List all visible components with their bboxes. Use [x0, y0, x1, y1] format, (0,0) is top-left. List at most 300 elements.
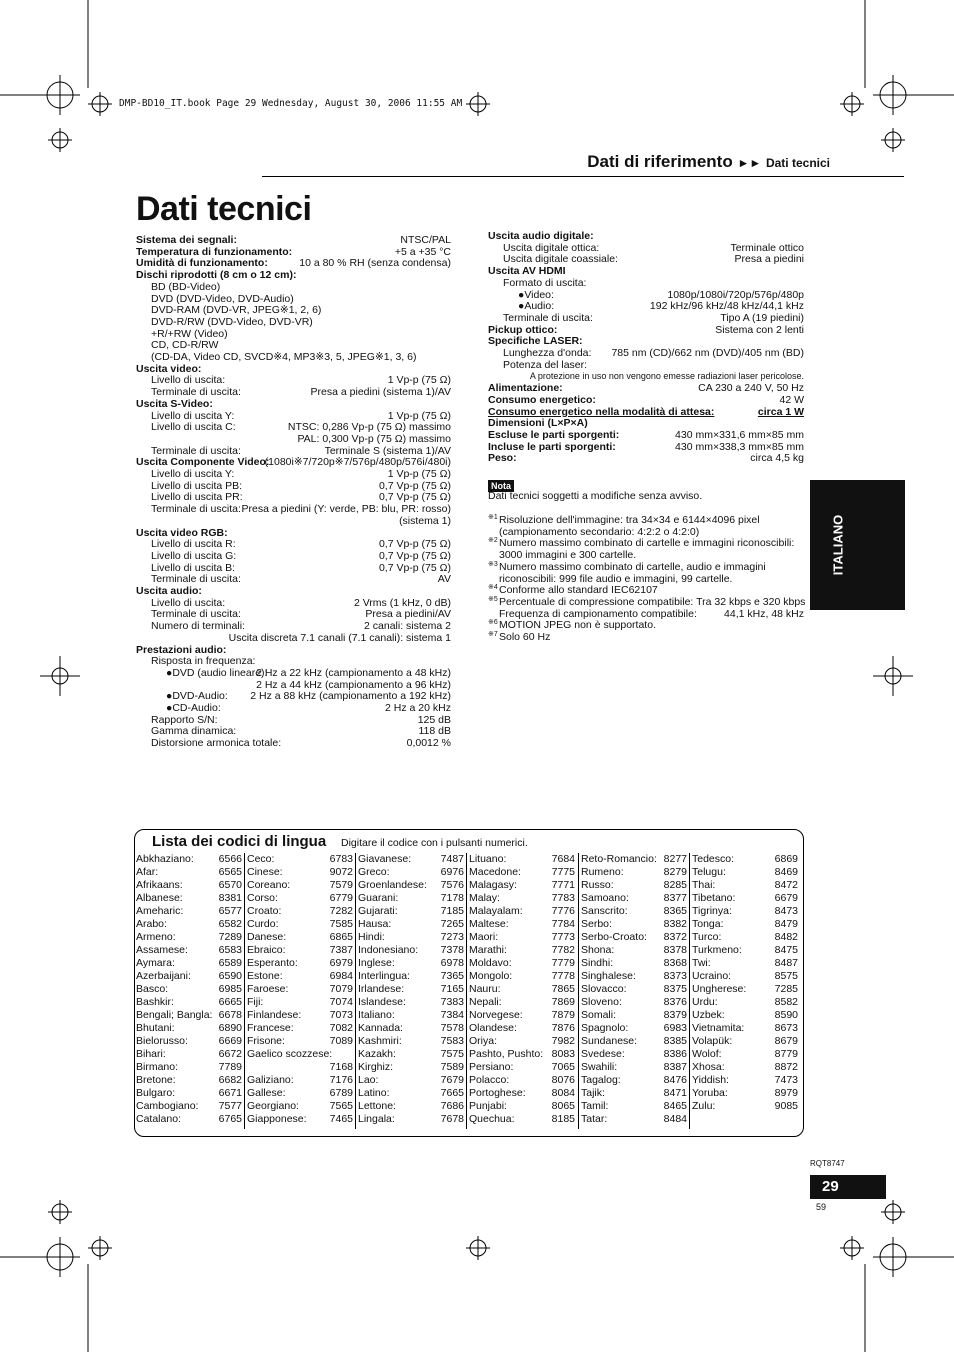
footnote-row	[488, 619, 804, 631]
right-spec-row	[488, 382, 804, 394]
right-spec-value: circa 4,5 kg	[750, 452, 804, 465]
language-entry	[247, 970, 353, 983]
language-code: 8484	[663, 1113, 687, 1125]
left-spec-row	[136, 363, 451, 375]
language-name: Tajik:	[581, 1087, 605, 1099]
right-spec-row	[488, 265, 804, 277]
language-name: Maori:	[469, 931, 499, 943]
language-entry	[247, 1113, 353, 1126]
language-name: Bashkir:	[136, 996, 174, 1008]
left-spec-label: Prestazioni audio:	[136, 643, 227, 656]
right-spec-label: Uscita audio digitale:	[488, 230, 594, 242]
language-entry	[581, 1074, 687, 1087]
language-entry	[469, 1113, 575, 1126]
left-spec-label: Dischi riprodotti (8 cm o 12 cm):	[136, 269, 297, 282]
language-code: 8475	[774, 944, 798, 956]
language-column	[247, 853, 353, 1126]
language-entry	[692, 905, 798, 918]
language-code: 8285	[663, 879, 687, 891]
right-spec-label: Uscita AV HDMI	[488, 265, 566, 278]
left-spec-row	[136, 562, 451, 574]
language-entry	[469, 1100, 575, 1113]
language-code: 8872	[774, 1061, 798, 1073]
right-spec-label: Terminale di uscita:	[503, 311, 593, 324]
language-entry	[469, 944, 575, 957]
right-spec-label: Consumo energetico:	[488, 393, 596, 406]
language-entry	[358, 970, 464, 983]
footnote-value: 44,1 kHz, 48 kHz	[724, 607, 804, 620]
language-code: 7773	[551, 931, 575, 943]
language-code: 7185	[440, 905, 464, 917]
language-code: 7082	[329, 1022, 353, 1034]
language-entry	[247, 1074, 353, 1087]
footnote-text: Percentuale di compressione compatibile: Tra 32 kbps e 320 kbps	[499, 595, 806, 608]
language-name: Gaelico scozzese:	[247, 1048, 333, 1060]
language-entry	[581, 1035, 687, 1048]
language-name: Kazakh:	[358, 1048, 396, 1060]
language-name: Thai:	[692, 879, 716, 891]
language-entry	[247, 918, 353, 931]
language-code: 7487	[440, 853, 464, 865]
language-code: 7576	[440, 879, 464, 891]
language-entry	[358, 1022, 464, 1035]
left-spec-row	[136, 620, 451, 632]
language-code: 8375	[663, 983, 687, 995]
language-name: Ameharic:	[136, 905, 184, 917]
language-name: Hindi:	[358, 931, 385, 943]
left-spec-label: Terminale di uscita:	[151, 444, 241, 457]
language-entry	[581, 1009, 687, 1022]
language-entry	[358, 1048, 464, 1061]
left-spec-label: Risposta in frequenza:	[151, 655, 256, 668]
language-code: 8076	[551, 1074, 575, 1086]
language-code: 6890	[218, 1022, 242, 1034]
left-spec-label: Terminale di uscita:	[151, 608, 241, 621]
language-code: 7565	[329, 1100, 353, 1112]
left-spec-value: +5 a +35 °C	[394, 245, 451, 258]
language-code: 6570	[218, 879, 242, 891]
language-code: 8575	[774, 970, 798, 982]
left-spec-value: 10 a 80 % RH (senza condensa)	[299, 257, 451, 270]
language-name: Serbo:	[581, 918, 612, 930]
language-code: 8590	[774, 1009, 798, 1021]
footnote-text: Solo 60 Hz	[499, 631, 551, 643]
language-code: 7776	[551, 905, 575, 917]
right-spec-label: Peso:	[488, 452, 517, 465]
language-name: Marathi:	[469, 944, 507, 956]
language-name: Tonga:	[692, 918, 724, 930]
language-name: Punjabi:	[469, 1100, 507, 1112]
language-code: 6672	[218, 1048, 242, 1060]
language-code: 8385	[663, 1035, 687, 1047]
right-spec-value: Tipo A (19 piedini)	[720, 311, 804, 324]
language-name: Afrikaans:	[136, 879, 183, 891]
page-title: Dati tecnici	[136, 190, 312, 228]
language-entry	[469, 1022, 575, 1035]
language-name: Kirghiz:	[358, 1061, 394, 1073]
language-code: 8277	[663, 853, 687, 865]
language-entry	[358, 918, 464, 931]
language-entry	[358, 1061, 464, 1074]
footnote-marker: ※7	[488, 631, 498, 638]
language-name: Sindhi:	[581, 957, 614, 969]
language-entry	[469, 892, 575, 905]
language-code: 8469	[774, 866, 798, 878]
left-spec-value: Terminale S (sistema 1)/AV	[324, 444, 451, 457]
language-entry	[136, 996, 242, 1009]
language-entry	[469, 957, 575, 970]
right-spec-value: 1080p/1080i/720p/576p/480p	[667, 288, 804, 301]
language-entry	[136, 1035, 242, 1048]
footnote-row	[488, 561, 804, 573]
language-entry	[247, 892, 353, 905]
left-spec-row	[136, 468, 451, 480]
left-spec-label: (CD-DA, Video CD, SVCD※4, MP3※3, 5, JPEG※1, 3, 6)	[151, 351, 417, 363]
language-code: 6976	[440, 866, 464, 878]
footnote-marker: ※1	[488, 514, 498, 521]
language-name: Portoghese:	[469, 1087, 526, 1099]
language-name: Curdo:	[247, 918, 279, 930]
language-name: Russo:	[581, 879, 614, 891]
language-code: 8376	[663, 996, 687, 1008]
left-spec-row	[136, 281, 451, 293]
language-code: 8472	[774, 879, 798, 891]
left-spec-label: Livello di uscita Y:	[151, 409, 235, 422]
left-spec-row	[136, 538, 451, 550]
left-spec-value: 0,0012 %	[406, 737, 451, 750]
language-entry	[581, 1022, 687, 1035]
language-name: Lettone:	[358, 1100, 396, 1112]
language-code: 8382	[663, 918, 687, 930]
language-entry	[247, 1035, 353, 1048]
language-code: 7378	[440, 944, 464, 956]
language-name: Malayalam:	[469, 905, 523, 917]
language-name: Lao:	[358, 1074, 379, 1086]
language-name: Malagasy:	[469, 879, 517, 891]
language-name: Zulu:	[692, 1100, 716, 1112]
left-spec-label: Uscita S-Video:	[136, 397, 213, 410]
language-entry	[358, 1074, 464, 1087]
language-name: Gallese:	[247, 1087, 286, 1099]
language-entry	[136, 957, 242, 970]
language-code: 8479	[774, 918, 798, 930]
language-code: 6577	[218, 905, 242, 917]
left-spec-label: Livello di uscita:	[151, 374, 226, 387]
language-entry	[692, 996, 798, 1009]
language-entry	[692, 1061, 798, 1074]
language-entry	[469, 983, 575, 996]
language-code: 7384	[440, 1009, 464, 1021]
language-name: Gujarati:	[358, 905, 398, 917]
language-name: Xhosa:	[692, 1061, 725, 1073]
language-code: 7771	[551, 879, 575, 891]
column-divider	[689, 853, 690, 1129]
left-spec-row	[136, 339, 451, 351]
language-name: Moldavo:	[469, 957, 512, 969]
language-code: 7079	[329, 983, 353, 995]
language-name: Yoruba:	[692, 1087, 728, 1099]
language-entry	[469, 1009, 575, 1022]
language-code: 6985	[218, 983, 242, 995]
left-spec-row	[136, 702, 451, 714]
language-code: 8379	[663, 1009, 687, 1021]
language-code: 8471	[663, 1087, 687, 1099]
language-code: 7775	[551, 866, 575, 878]
language-code: 7065	[551, 1061, 575, 1073]
footnote-marker: ※4	[488, 584, 498, 592]
language-entry	[469, 931, 575, 944]
language-entry	[358, 944, 464, 957]
language-entry	[581, 905, 687, 918]
language-entry	[358, 996, 464, 1009]
left-spec-row	[136, 421, 451, 433]
right-spec-row	[488, 429, 804, 441]
language-name: Esperanto:	[247, 957, 298, 969]
page-number: 29	[822, 1178, 839, 1195]
footnote-text: (campionamento secondario: 4:2:2 o 4:2:0)	[499, 525, 700, 538]
language-entry	[358, 1009, 464, 1022]
language-entry	[247, 905, 353, 918]
left-spec-value: 2 Hz a 20 kHz	[385, 702, 451, 714]
language-code: 8487	[774, 957, 798, 969]
left-spec-value: 2 canali: sistema 2	[364, 620, 451, 633]
language-entry	[136, 1074, 242, 1087]
language-name: Guarani:	[358, 892, 399, 904]
language-name: Finlandese:	[247, 1009, 302, 1021]
language-entry	[469, 918, 575, 931]
language-entry	[581, 879, 687, 892]
footnote-row	[488, 596, 804, 608]
left-spec-row	[136, 351, 451, 363]
language-name: Twi:	[692, 957, 711, 969]
language-column	[581, 853, 687, 1126]
right-spec-value: Terminale ottico	[730, 241, 804, 254]
language-code: 7678	[440, 1113, 464, 1125]
language-code: 7176	[329, 1074, 353, 1086]
language-name: Vietnamita:	[692, 1022, 745, 1034]
left-spec-label: Umidità di funzionamento:	[136, 257, 268, 270]
language-entry	[581, 1087, 687, 1100]
language-name: Galiziano:	[247, 1074, 294, 1086]
language-code: 6565	[218, 866, 242, 878]
language-code: 6671	[218, 1087, 242, 1099]
language-entry	[469, 1035, 575, 1048]
language-name: Swahili:	[581, 1061, 618, 1073]
language-code: 7585	[329, 918, 353, 930]
language-name: Malay:	[469, 892, 500, 904]
language-entry	[581, 1048, 687, 1061]
language-entry	[247, 1009, 353, 1022]
language-code: 7686	[440, 1100, 464, 1112]
left-spec-label: Numero di terminali:	[151, 620, 245, 633]
left-spec-value: 1 Vp-p (75 Ω)	[387, 409, 451, 422]
language-entry	[136, 983, 242, 996]
language-code: 6789	[329, 1087, 353, 1099]
language-code: 9072	[329, 866, 353, 878]
language-name: Ceco:	[247, 853, 275, 865]
right-spec-label: Alimentazione:	[488, 382, 563, 395]
language-code: 6865	[329, 931, 353, 943]
left-spec-row	[136, 527, 451, 539]
language-name: Birmano:	[136, 1061, 179, 1073]
language-name: Mongolo:	[469, 970, 513, 982]
language-entry	[581, 1113, 687, 1126]
language-entry	[692, 1048, 798, 1061]
language-name: Oriya:	[469, 1035, 498, 1047]
language-code: 8372	[663, 931, 687, 943]
language-code: 7089	[329, 1035, 353, 1047]
section-label: Dati di riferimento	[587, 152, 733, 171]
language-code: 8779	[774, 1048, 798, 1060]
language-code: 7782	[551, 944, 575, 956]
language-entry	[136, 1048, 242, 1061]
language-name: Lingala:	[358, 1113, 395, 1125]
language-entry	[581, 853, 687, 866]
footnote-row	[488, 549, 804, 561]
language-code: 7365	[440, 970, 464, 982]
language-name: Arabo:	[136, 918, 167, 930]
right-spec-label: Uscita digitale ottica:	[503, 241, 600, 254]
language-code: 7684	[551, 853, 575, 865]
language-entry	[692, 1022, 798, 1035]
language-code: 8381	[218, 892, 242, 904]
language-entry	[358, 983, 464, 996]
left-spec-row	[136, 293, 451, 305]
language-code: 6984	[329, 970, 353, 982]
language-code: 8673	[774, 1022, 798, 1034]
language-name: Bhutani:	[136, 1022, 175, 1034]
language-name: Italiano:	[358, 1009, 395, 1021]
language-entry	[692, 944, 798, 957]
left-spec-row	[136, 269, 451, 281]
language-code: 7865	[551, 983, 575, 995]
left-spec-row	[136, 304, 451, 316]
language-code: 8979	[774, 1087, 798, 1099]
language-entry	[692, 1100, 798, 1113]
language-name: Ebraico:	[247, 944, 286, 956]
language-entry	[581, 970, 687, 983]
left-spec-value: Presa a piedini (Y: verde, PB: blu, PR: rosso)	[241, 503, 451, 516]
language-code: 8377	[663, 892, 687, 904]
left-spec-value: 0,7 Vp-p (75 Ω)	[378, 479, 451, 492]
language-entry	[692, 853, 798, 866]
language-entry	[247, 957, 353, 970]
language-name: Afar:	[136, 866, 159, 878]
language-entry	[358, 905, 464, 918]
right-spec-label: Lunghezza d'onda:	[503, 347, 592, 359]
left-spec-label: Livello di uscita C:	[151, 421, 236, 434]
language-entry	[136, 866, 242, 879]
language-name: Latino:	[358, 1087, 390, 1099]
right-spec-row	[488, 242, 804, 254]
left-spec-value: NTSC: 0,286 Vp-p (75 Ω) massimo	[287, 421, 451, 434]
language-entry	[136, 944, 242, 957]
language-entry	[692, 983, 798, 996]
right-spec-value: Presa a piedini	[734, 253, 804, 266]
language-entry	[358, 957, 464, 970]
right-spec-row	[488, 417, 804, 429]
language-entry	[136, 1113, 242, 1126]
left-spec-row	[136, 714, 451, 726]
language-code: 7982	[551, 1035, 575, 1047]
language-name: Wolof:	[692, 1048, 722, 1060]
language-entry	[358, 1087, 464, 1100]
left-spec-row	[136, 679, 451, 691]
language-code: 8482	[774, 931, 798, 943]
right-spec-value: CA 230 a 240 V, 50 Hz	[698, 382, 804, 395]
language-entry	[692, 957, 798, 970]
language-name: Tagalog:	[581, 1074, 621, 1086]
footnote-row	[488, 537, 804, 549]
language-code: 7168	[329, 1061, 353, 1073]
right-spec-row	[488, 406, 804, 418]
left-spec-label: Gamma dinamica:	[151, 725, 237, 738]
language-name: Georgiano:	[247, 1100, 299, 1112]
nota-badge: Nota	[488, 480, 514, 492]
left-spec-label: Livello di uscita R:	[151, 538, 236, 551]
language-name: Spagnolo:	[581, 1022, 629, 1034]
language-name: Maltese:	[469, 918, 509, 930]
language-entry	[581, 918, 687, 931]
header-rule	[262, 176, 904, 177]
language-name: Bengali; Bangla:	[136, 1009, 213, 1021]
language-code: 7789	[218, 1061, 242, 1073]
language-entry	[247, 1087, 353, 1100]
subsection-label: Dati tecnici	[765, 156, 830, 170]
language-entry	[136, 931, 242, 944]
language-code: 8378	[663, 944, 687, 956]
right-spec-row	[488, 300, 804, 312]
language-entry	[136, 1100, 242, 1113]
language-code: 8368	[663, 957, 687, 969]
language-name: Inglese:	[358, 957, 395, 969]
language-code: 7178	[440, 892, 464, 904]
language-name: Uzbek:	[692, 1009, 725, 1021]
language-column	[692, 853, 798, 1113]
left-spec-label: Sistema dei segnali:	[136, 234, 237, 246]
language-code: 6669	[218, 1035, 242, 1047]
left-spec-label: ●DVD (audio lineare):	[166, 666, 268, 679]
language-entry	[136, 892, 242, 905]
right-spec-row	[488, 312, 804, 324]
language-name: Urdu:	[692, 996, 718, 1008]
language-name: Olandese:	[469, 1022, 517, 1034]
footnote-text: Frequenza di campionamento compatibile:	[499, 607, 697, 620]
language-name: Groenlandese:	[358, 879, 427, 891]
left-spec-label: Livello di uscita Y:	[151, 468, 235, 480]
left-spec-row	[136, 515, 451, 527]
left-spec-row	[136, 644, 451, 656]
language-entry	[136, 853, 242, 866]
right-spec-row	[488, 452, 804, 464]
language-code: 7783	[551, 892, 575, 904]
language-name: Giavanese:	[358, 853, 412, 865]
footnote-row	[488, 573, 804, 585]
footnote-text: riconoscibili: 999 file audio e immagini, 99 cartelle.	[499, 572, 733, 585]
language-code: 8476	[663, 1074, 687, 1086]
right-spec-value: 785 nm (CD)/662 nm (DVD)/405 nm (BD)	[611, 347, 804, 359]
language-code: 6779	[329, 892, 353, 904]
language-entry	[247, 996, 353, 1009]
left-spec-row	[136, 433, 451, 445]
language-code: 7583	[440, 1035, 464, 1047]
column-divider	[355, 853, 356, 1129]
language-entry	[692, 1009, 798, 1022]
left-spec-row	[136, 328, 451, 340]
language-code: 9085	[774, 1100, 798, 1112]
language-code: 6582	[218, 918, 242, 930]
language-code: 7578	[440, 1022, 464, 1034]
